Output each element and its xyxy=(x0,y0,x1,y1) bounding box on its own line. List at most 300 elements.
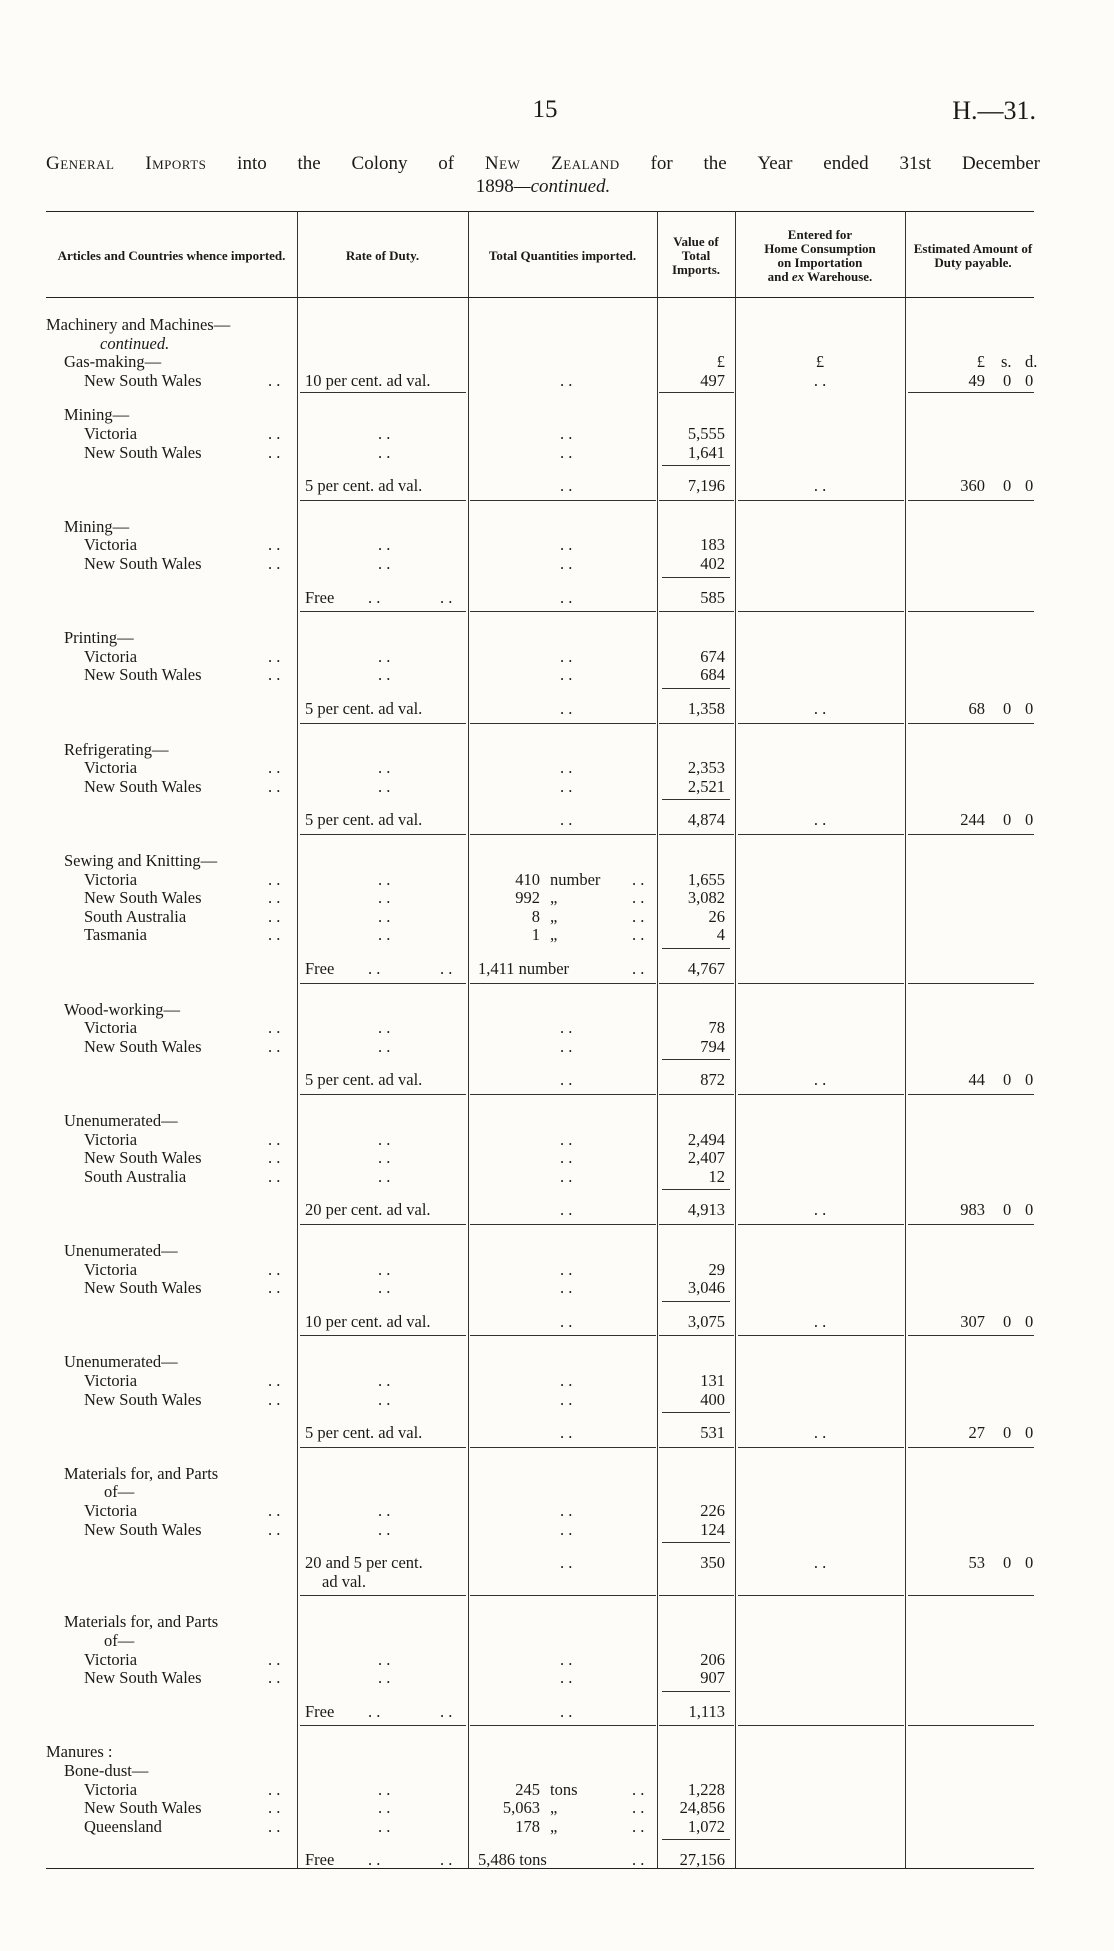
value-sum-rule xyxy=(662,465,730,466)
entered-dots: . . xyxy=(813,1553,827,1573)
duty-shillings: 0 xyxy=(1003,1311,1012,1331)
rate-dots: . . xyxy=(378,1519,391,1539)
header-entered: Entered for Home Consumption on Importation and ex Warehouse. xyxy=(764,227,876,284)
section-rule xyxy=(908,611,1034,612)
rate-dots: . . xyxy=(378,1389,391,1409)
rate-dots: . . xyxy=(378,925,391,945)
title-word: for xyxy=(650,153,673,174)
leader-dots: . . xyxy=(268,1148,281,1168)
rate-dots: . . xyxy=(378,535,391,555)
rate-of-duty: 20 and 5 per cent. xyxy=(305,1553,423,1573)
value-figure: 1,228 xyxy=(687,1779,725,1799)
duty-shillings: 0 xyxy=(1003,476,1012,496)
section-rule xyxy=(659,1447,734,1448)
value-figure: 2,494 xyxy=(687,1129,725,1149)
duty-pence-symbol: d. xyxy=(1025,352,1038,372)
qty-dots: . . xyxy=(632,888,645,908)
leader-dots: . . xyxy=(268,1129,281,1149)
section-rule xyxy=(908,1725,1034,1726)
entered-dots: . . xyxy=(813,1200,827,1220)
country-name: Victoria xyxy=(84,535,138,555)
country-name: Victoria xyxy=(84,1779,138,1799)
section-rule xyxy=(908,500,1034,501)
rate-dots: . . xyxy=(378,665,391,685)
qty-dots: . . xyxy=(632,1779,645,1799)
leader-dots: . . xyxy=(268,1166,281,1186)
rate-dots: . . xyxy=(378,1148,391,1168)
rate-of-duty: 10 per cent. ad val. xyxy=(305,1311,431,1331)
entered-currency: £ xyxy=(815,352,825,372)
leader-dots: . . xyxy=(268,370,281,390)
qty-dots: . . xyxy=(560,424,573,443)
section-rule xyxy=(659,983,734,984)
value-figure: 4 xyxy=(716,925,725,945)
subheading: Unenumerated— xyxy=(64,1241,178,1260)
header-rate: Rate of Duty. xyxy=(345,248,420,263)
section-rule xyxy=(908,1447,1034,1448)
qty-dots: . . xyxy=(560,1389,573,1409)
value-sum-rule xyxy=(662,799,730,800)
duty-pound-symbol: £ xyxy=(976,352,985,372)
duty-shillings: 0 xyxy=(1003,1423,1012,1443)
duty-pounds: 307 xyxy=(960,1311,985,1331)
value-figure: 3,082 xyxy=(687,888,725,908)
duty-shillings: 0 xyxy=(1003,370,1012,390)
rate-dots: . . xyxy=(378,869,391,889)
title-word: ended xyxy=(823,153,869,174)
leader-dots: . . xyxy=(268,776,281,796)
value-figure: 2,353 xyxy=(687,758,725,778)
leader-dots: . . xyxy=(268,1018,281,1038)
value-figure: 1,641 xyxy=(687,442,725,462)
section-rule xyxy=(470,1725,656,1726)
quantity-unit: tons xyxy=(550,1779,578,1799)
header-quantities: Total Quantities imported. xyxy=(488,248,637,263)
section-rule xyxy=(659,723,734,724)
quantity-unit: „ xyxy=(550,888,558,908)
value-total: 4,913 xyxy=(687,1200,725,1220)
qty-dots: . . xyxy=(632,1798,645,1818)
value-figure: 2,407 xyxy=(687,1148,725,1168)
entered-dots: . . xyxy=(813,699,827,718)
value-total: 531 xyxy=(700,1423,725,1443)
value-figure: 226 xyxy=(700,1501,725,1520)
title-word: Imports xyxy=(145,153,207,174)
subheading: Mining— xyxy=(64,516,130,536)
duty-shillings: 0 xyxy=(1003,1200,1012,1220)
table-title xyxy=(46,152,1040,198)
section-rule xyxy=(300,1447,466,1448)
rate-dots: . . xyxy=(378,888,391,908)
duty-pence: 0 xyxy=(1025,1070,1034,1090)
quantity-value: 178 xyxy=(515,1816,540,1836)
subheading: Wood-working— xyxy=(64,999,180,1019)
section-rule xyxy=(300,1725,466,1726)
section-rule xyxy=(470,1335,656,1336)
subheading: Materials for, and Parts xyxy=(64,1612,219,1632)
quantity-value: 5,063 xyxy=(502,1798,540,1818)
value-total: 1,358 xyxy=(687,699,725,718)
leader-dots: . . xyxy=(268,442,281,462)
country-name: New South Wales xyxy=(84,1148,202,1168)
section-rule xyxy=(908,983,1034,984)
quantity-unit: „ xyxy=(550,1816,558,1836)
rate-dots: . . xyxy=(378,1129,391,1149)
leader-dots: . . xyxy=(268,1371,281,1390)
section-heading-continued: continued. xyxy=(100,333,170,353)
value-figure: 26 xyxy=(708,906,725,926)
qty-dots: . . xyxy=(632,1816,645,1836)
country-name: New South Wales xyxy=(84,888,202,908)
qty-dots: . . xyxy=(560,1148,573,1168)
section-heading: Manures : xyxy=(46,1742,113,1762)
rate-dots: . . xyxy=(378,1649,391,1669)
rate-dots: . . xyxy=(368,959,381,978)
value-total: 872 xyxy=(700,1070,725,1090)
section-rule xyxy=(738,1595,904,1596)
qty-dots: . . xyxy=(632,1850,645,1870)
section-rule xyxy=(738,834,904,835)
section-rule xyxy=(300,1335,466,1336)
leader-dots: . . xyxy=(268,925,281,945)
rate-of-duty: Free xyxy=(305,959,335,978)
title-word: 31st xyxy=(899,153,932,174)
value-sum-rule xyxy=(662,1301,730,1302)
subheading: Materials for, and Parts xyxy=(64,1463,219,1483)
title-line-1 xyxy=(46,152,1040,175)
qty-dots: . . xyxy=(560,1278,573,1298)
subheading-continued: of— xyxy=(104,1482,135,1502)
duty-pounds: 49 xyxy=(968,370,985,390)
rate-of-duty: 20 per cent. ad val. xyxy=(305,1200,431,1220)
quantity-value: 410 xyxy=(515,869,540,889)
rate-dots-2: . . xyxy=(440,1850,453,1870)
title-word: New xyxy=(484,153,521,174)
qty-dots: . . xyxy=(560,1129,573,1149)
value-sum-rule xyxy=(662,688,730,689)
value-sum-rule xyxy=(662,1059,730,1060)
rate-of-duty: 5 per cent. ad val. xyxy=(305,1423,423,1443)
value-figure: 402 xyxy=(700,554,725,573)
qty-dots: . . xyxy=(560,1200,573,1220)
country-name: Victoria xyxy=(84,646,138,666)
leader-dots: . . xyxy=(268,1036,281,1056)
column-divider xyxy=(468,211,469,1868)
value-figure: 907 xyxy=(700,1668,725,1688)
section-rule xyxy=(659,1335,734,1336)
leader-dots: . . xyxy=(268,554,281,573)
section-rule xyxy=(659,1595,734,1596)
value-figure: 400 xyxy=(700,1389,725,1409)
section-heading: Machinery and Machines— xyxy=(46,315,231,334)
quantity-value: 1 xyxy=(531,925,540,945)
qty-dots: . . xyxy=(560,1311,573,1331)
section-rule xyxy=(300,500,466,501)
section-rule xyxy=(908,723,1034,724)
title-word: of xyxy=(438,153,455,174)
rate-dots: . . xyxy=(378,1259,391,1279)
qty-dots: . . xyxy=(560,1371,573,1390)
country-name: New South Wales xyxy=(84,1278,202,1298)
country-name: Victoria xyxy=(84,1129,138,1149)
header-bottom-rule xyxy=(46,297,1034,298)
leader-dots: . . xyxy=(268,758,281,778)
subheading: Refrigerating— xyxy=(64,739,169,759)
country-name: New South Wales xyxy=(84,1036,202,1056)
qty-dots: . . xyxy=(560,646,573,666)
section-rule xyxy=(659,611,734,612)
value-figure: 124 xyxy=(700,1519,725,1539)
duty-pounds: 360 xyxy=(960,476,985,496)
section-rule xyxy=(300,611,466,612)
title-continued: —continued. xyxy=(513,176,611,197)
section-rule xyxy=(470,1224,656,1225)
rate-dots: . . xyxy=(378,554,391,573)
duty-pounds: 53 xyxy=(968,1553,985,1573)
qty-dots: . . xyxy=(560,554,573,573)
page-number: 15 xyxy=(532,96,558,123)
country-name: Victoria xyxy=(84,758,138,778)
subheading: Gas-making— xyxy=(64,352,162,372)
section-rule xyxy=(470,611,656,612)
section-rule xyxy=(470,983,656,984)
leader-dots: . . xyxy=(268,888,281,908)
rate-dots: . . xyxy=(378,776,391,796)
value-total: 350 xyxy=(700,1553,725,1573)
rate-dots: . . xyxy=(378,1816,391,1836)
page-reference: H.—31. xyxy=(952,96,1036,125)
rate-dots: . . xyxy=(378,646,391,666)
duty-pence: 0 xyxy=(1025,1200,1034,1220)
duty-pounds: 244 xyxy=(960,810,985,830)
rate-dots: . . xyxy=(378,1371,391,1390)
value-sum-rule xyxy=(662,948,730,949)
rate-of-duty: 5 per cent. ad val. xyxy=(305,1070,423,1090)
country-name: South Australia xyxy=(84,906,187,926)
section-rule xyxy=(738,983,904,984)
header-value: Value of Total Imports. xyxy=(671,234,721,277)
value-sum-rule xyxy=(662,1542,730,1543)
rate-of-duty: Free xyxy=(305,587,335,607)
country-name: New South Wales xyxy=(84,1389,202,1409)
subheading: Bone-dust— xyxy=(64,1761,149,1780)
qty-dots: . . xyxy=(560,476,573,496)
value-figure: 1,072 xyxy=(687,1816,725,1836)
section-rule xyxy=(659,1224,734,1225)
leader-dots: . . xyxy=(268,424,281,443)
section-rule xyxy=(738,723,904,724)
title-word: Zealand xyxy=(551,153,620,174)
title-word: the xyxy=(297,153,321,174)
section-rule xyxy=(738,1725,904,1726)
header-duty: Estimated Amount of Duty payable. xyxy=(913,241,1033,270)
qty-dots: . . xyxy=(560,665,573,685)
country-name: Queensland xyxy=(84,1816,162,1836)
title-word: the xyxy=(703,153,727,174)
qty-dots: . . xyxy=(560,1018,573,1038)
value-total: 27,156 xyxy=(679,1850,725,1870)
country-name: New South Wales xyxy=(84,776,202,796)
section-rule xyxy=(738,611,904,612)
quantity-total: 1,411 number xyxy=(478,959,570,978)
section-rule xyxy=(908,1094,1034,1095)
subheading: Unenumerated— xyxy=(64,1352,178,1372)
subheading-continued: of— xyxy=(104,1631,135,1650)
leader-dots: . . xyxy=(268,1649,281,1669)
qty-dots: . . xyxy=(560,442,573,462)
country-name: New South Wales xyxy=(84,554,202,573)
leader-dots: . . xyxy=(268,1519,281,1539)
section-rule xyxy=(738,1335,904,1336)
table-top-rule xyxy=(46,211,1034,212)
rate-dots: . . xyxy=(378,424,391,443)
rate-of-duty-continued: ad val. xyxy=(322,1571,366,1591)
qty-dots: . . xyxy=(560,810,573,830)
subheading: Sewing and Knitting— xyxy=(64,851,218,870)
duty-pence: 0 xyxy=(1025,699,1034,718)
rate-dots: . . xyxy=(368,1701,381,1721)
value-figure: 29 xyxy=(708,1259,725,1279)
leader-dots: . . xyxy=(268,869,281,889)
qty-dots: . . xyxy=(560,1259,573,1279)
section-rule xyxy=(470,500,656,501)
rate-dots: . . xyxy=(378,1779,391,1799)
section-rule xyxy=(470,834,656,835)
section-rule xyxy=(908,834,1034,835)
section-rule xyxy=(300,983,466,984)
leader-dots: . . xyxy=(268,1816,281,1836)
country-name: New South Wales xyxy=(84,665,202,685)
qty-dots: . . xyxy=(560,1036,573,1056)
country-name: New South Wales xyxy=(84,442,202,462)
section-rule xyxy=(738,1447,904,1448)
column-divider xyxy=(905,211,906,1868)
quantity-unit: number xyxy=(550,869,601,889)
country-name: New South Wales xyxy=(84,1519,202,1539)
rate-of-duty: 10 per cent. ad val. xyxy=(305,370,431,390)
leader-dots: . . xyxy=(268,646,281,666)
quantity-value: 8 xyxy=(531,906,540,926)
title-word: General xyxy=(46,153,115,174)
country-name: Victoria xyxy=(84,1649,138,1669)
entered-dots: . . xyxy=(813,1070,827,1090)
qty-dots: . . xyxy=(632,869,645,889)
duty-shillings: 0 xyxy=(1003,1070,1012,1090)
section-rule xyxy=(908,392,1034,393)
section-rule xyxy=(300,1094,466,1095)
rate-of-duty: Free xyxy=(305,1850,335,1870)
entered-dots: . . xyxy=(813,1423,827,1443)
title-word: December xyxy=(961,153,1040,174)
title-year: 1898 xyxy=(475,176,514,197)
value-figure: 3,046 xyxy=(687,1278,725,1298)
section-rule xyxy=(738,500,904,501)
value-figure: 684 xyxy=(700,665,725,685)
section-rule xyxy=(470,1094,656,1095)
column-divider xyxy=(297,211,298,1868)
value-total: 3,075 xyxy=(687,1311,725,1331)
section-rule xyxy=(300,834,466,835)
subheading: Printing— xyxy=(64,628,134,648)
value-total: 4,874 xyxy=(687,810,725,830)
country-name: Victoria xyxy=(84,1371,138,1390)
qty-dots: . . xyxy=(560,587,573,607)
duty-pounds: 983 xyxy=(960,1200,985,1220)
leader-dots: . . xyxy=(268,535,281,555)
duty-shilling-symbol: s. xyxy=(1001,352,1012,372)
leader-dots: . . xyxy=(268,665,281,685)
section-rule xyxy=(300,1595,466,1596)
section-rule xyxy=(300,392,466,393)
value-currency: £ xyxy=(716,352,725,372)
qty-dots: . . xyxy=(560,1519,573,1539)
value-sum-rule xyxy=(662,1412,730,1413)
title-line-2 xyxy=(46,175,1040,198)
section-rule xyxy=(908,1224,1034,1225)
duty-pounds: 27 xyxy=(968,1423,985,1443)
qty-dots: . . xyxy=(560,370,573,390)
section-rule xyxy=(738,1224,904,1225)
rate-dots-2: . . xyxy=(440,959,453,978)
subheading: Mining— xyxy=(64,405,130,425)
subheading: Unenumerated— xyxy=(64,1111,178,1130)
duty-pence: 0 xyxy=(1025,1423,1034,1443)
rate-dots-2: . . xyxy=(440,587,453,607)
value-figure: 183 xyxy=(700,535,725,555)
value-total: 1,113 xyxy=(688,1701,725,1721)
country-name: Victoria xyxy=(84,1259,138,1279)
column-divider xyxy=(735,211,736,1868)
rate-dots: . . xyxy=(368,1850,381,1870)
qty-dots: . . xyxy=(560,1668,573,1688)
value-sum-rule xyxy=(662,1839,730,1840)
qty-dots: . . xyxy=(560,1553,573,1573)
section-rule xyxy=(659,1725,734,1726)
rate-dots: . . xyxy=(378,1501,391,1520)
value-figure: 78 xyxy=(708,1018,725,1038)
leader-dots: . . xyxy=(268,1278,281,1298)
qty-dots: . . xyxy=(632,925,645,945)
section-rule xyxy=(470,1447,656,1448)
duty-shillings: 0 xyxy=(1003,1553,1012,1573)
rate-of-duty: 5 per cent. ad val. xyxy=(305,810,423,830)
value-figure: 1,655 xyxy=(687,869,725,889)
qty-dots: . . xyxy=(560,1166,573,1186)
value-figure: 2,521 xyxy=(687,776,725,796)
title-word: into xyxy=(237,153,267,174)
quantity-unit: „ xyxy=(550,906,558,926)
value-figure: 24,856 xyxy=(679,1798,725,1818)
qty-dots: . . xyxy=(632,906,645,926)
duty-pence: 0 xyxy=(1025,476,1034,496)
value-figure: 12 xyxy=(708,1166,725,1186)
qty-dots: . . xyxy=(560,776,573,796)
rate-dots: . . xyxy=(378,1018,391,1038)
value-figure: 5,555 xyxy=(687,424,725,443)
section-rule xyxy=(908,1595,1034,1596)
section-rule xyxy=(659,834,734,835)
rate-of-duty: 5 per cent. ad val. xyxy=(305,699,423,718)
leader-dots: . . xyxy=(268,1779,281,1799)
value-total: 497 xyxy=(700,370,725,390)
qty-dots: . . xyxy=(560,535,573,555)
leader-dots: . . xyxy=(268,1389,281,1409)
section-rule xyxy=(659,1094,734,1095)
leader-dots: . . xyxy=(268,1501,281,1520)
rate-dots: . . xyxy=(378,442,391,462)
duty-pounds: 68 xyxy=(968,699,985,718)
entered-dots: . . xyxy=(813,1311,827,1331)
